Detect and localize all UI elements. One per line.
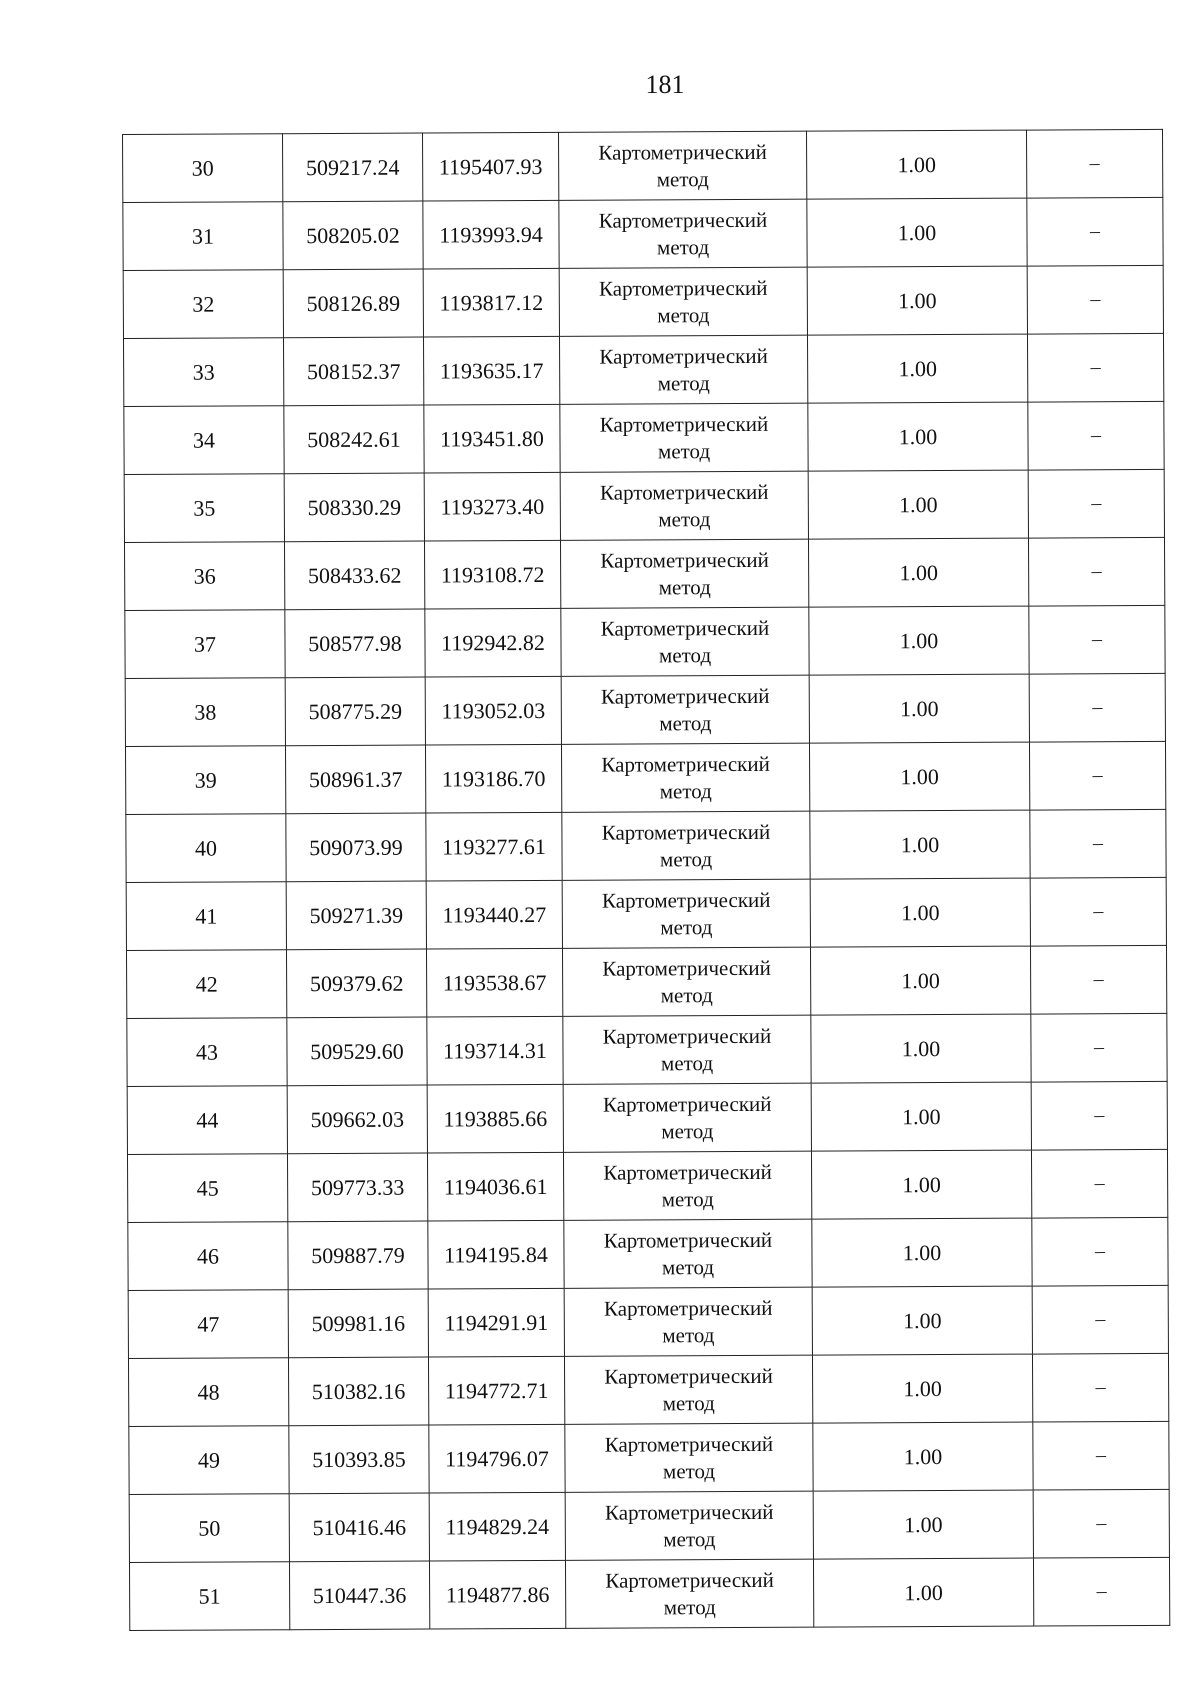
accuracy-cell: 1.00 [812,1354,1032,1423]
x-coordinate-cell: 510382.16 [288,1357,428,1426]
x-coordinate-cell: 509662.03 [287,1085,427,1154]
table-row [126,877,1166,950]
y-coordinate-cell: 1194291.91 [428,1288,564,1357]
method-cell: Картометрический метод [559,199,807,268]
note-cell: – [1027,265,1163,334]
accuracy-cell: 1.00 [806,130,1026,199]
accuracy-cell: 1.00 [807,198,1027,267]
y-coordinate-cell: 1193993.94 [423,200,559,269]
accuracy-cell: 1.00 [811,1150,1031,1219]
accuracy-cell: 1.00 [808,538,1028,607]
point-number-cell: 49 [129,1426,289,1495]
method-cell: Картометрический метод [565,1559,813,1628]
y-coordinate-cell: 1193817.12 [423,268,559,337]
note-cell: – [1033,1489,1169,1558]
accuracy-cell: 1.00 [808,470,1028,539]
x-coordinate-cell: 509981.16 [288,1289,428,1358]
y-coordinate-cell: 1193108.72 [424,540,560,609]
accuracy-cell: 1.00 [811,1014,1031,1083]
point-number-cell: 30 [123,134,283,203]
note-cell: – [1029,673,1165,742]
note-cell: – [1027,333,1163,402]
table-row [128,1217,1168,1290]
y-coordinate-cell: 1194036.61 [427,1152,563,1221]
table-row [125,673,1165,746]
table-row [129,1489,1169,1562]
accuracy-cell: 1.00 [812,1218,1032,1287]
method-cell: Картометрический метод [564,1219,812,1288]
y-coordinate-cell: 1193714.31 [427,1016,563,1085]
y-coordinate-cell: 1194772.71 [428,1356,564,1425]
method-cell: Картометрический метод [560,471,808,540]
x-coordinate-cell: 508775.29 [285,677,425,746]
note-cell: – [1031,1013,1167,1082]
note-cell: – [1031,1081,1167,1150]
coordinates-table [122,129,1170,1631]
accuracy-cell: 1.00 [811,1082,1031,1151]
table-row [125,741,1165,814]
point-number-cell: 42 [126,950,286,1019]
note-cell: – [1026,129,1162,198]
accuracy-cell: 1.00 [807,266,1027,335]
point-number-cell: 37 [125,610,285,679]
x-coordinate-cell: 509073.99 [286,813,426,882]
y-coordinate-cell: 1193538.67 [426,948,562,1017]
table-row [123,129,1163,202]
method-cell: Картометрический метод [565,1491,813,1560]
method-cell: Картометрический метод [562,811,810,880]
table-row [127,1081,1167,1154]
note-cell: – [1028,469,1164,538]
point-number-cell: 41 [126,882,286,951]
note-cell: – [1033,1421,1169,1490]
note-cell: – [1030,945,1166,1014]
y-coordinate-cell: 1193451.80 [424,404,560,473]
point-number-cell: 38 [125,678,285,747]
x-coordinate-cell: 509887.79 [288,1221,428,1290]
x-coordinate-cell: 508126.89 [283,269,423,338]
method-cell: Картометрический метод [560,539,808,608]
point-number-cell: 36 [124,542,284,611]
accuracy-cell: 1.00 [813,1490,1033,1559]
point-number-cell: 45 [127,1154,287,1223]
note-cell: – [1032,1285,1168,1354]
note-cell: – [1027,197,1163,266]
y-coordinate-cell: 1194796.07 [429,1424,565,1493]
x-coordinate-cell: 510416.46 [289,1493,429,1562]
point-number-cell: 33 [123,338,283,407]
note-cell: – [1028,401,1164,470]
y-coordinate-cell: 1194877.86 [429,1560,565,1629]
table-row [125,605,1165,678]
y-coordinate-cell: 1193052.03 [425,676,561,745]
y-coordinate-cell: 1192942.82 [425,608,561,677]
table-row [123,265,1163,338]
x-coordinate-cell: 509773.33 [287,1153,427,1222]
y-coordinate-cell: 1193635.17 [423,336,559,405]
accuracy-cell: 1.00 [810,810,1030,879]
method-cell: Картометрический метод [561,675,809,744]
accuracy-cell: 1.00 [808,402,1028,471]
accuracy-cell: 1.00 [809,674,1029,743]
point-number-cell: 46 [128,1222,288,1291]
y-coordinate-cell: 1193885.66 [427,1084,563,1153]
accuracy-cell: 1.00 [810,946,1030,1015]
table-row [129,1421,1169,1494]
table-row [127,1149,1167,1222]
point-number-cell: 39 [125,746,285,815]
table-row [123,333,1163,406]
method-cell: Картометрический метод [560,403,808,472]
method-cell: Картометрический метод [564,1287,812,1356]
note-cell: – [1029,741,1165,810]
x-coordinate-cell: 510393.85 [289,1425,429,1494]
note-cell: – [1033,1557,1169,1626]
table-row [129,1557,1169,1630]
table-row [124,469,1164,542]
method-cell: Картометрический метод [559,335,807,404]
y-coordinate-cell: 1195407.93 [422,132,558,201]
method-cell: Картометрический метод [565,1423,813,1492]
table-row [128,1353,1168,1426]
x-coordinate-cell: 508205.02 [283,201,423,270]
accuracy-cell: 1.00 [807,334,1027,403]
point-number-cell: 31 [123,202,283,271]
accuracy-cell: 1.00 [813,1422,1033,1491]
point-number-cell: 44 [127,1086,287,1155]
point-number-cell: 43 [127,1018,287,1087]
table-row [127,1013,1167,1086]
table-row [128,1285,1168,1358]
x-coordinate-cell: 510447.36 [289,1561,429,1630]
note-cell: – [1030,877,1166,946]
x-coordinate-cell: 508577.98 [285,609,425,678]
x-coordinate-cell: 508242.61 [284,405,424,474]
coordinates-table-wrapper [122,129,1169,1631]
table-row [123,197,1163,270]
method-cell: Картометрический метод [562,947,810,1016]
y-coordinate-cell: 1194195.84 [428,1220,564,1289]
x-coordinate-cell: 509379.62 [286,949,426,1018]
method-cell: Картометрический метод [559,267,807,336]
note-cell: – [1031,1149,1167,1218]
method-cell: Картометрический метод [558,131,806,200]
y-coordinate-cell: 1193273.40 [424,472,560,541]
method-cell: Картометрический метод [561,743,809,812]
point-number-cell: 40 [126,814,286,883]
point-number-cell: 34 [124,406,284,475]
y-coordinate-cell: 1193440.27 [426,880,562,949]
table-row [124,537,1164,610]
point-number-cell: 35 [124,474,284,543]
y-coordinate-cell: 1194829.24 [429,1492,565,1561]
note-cell: – [1032,1217,1168,1286]
x-coordinate-cell: 508961.37 [285,745,425,814]
note-cell: – [1029,605,1165,674]
point-number-cell: 48 [128,1358,288,1427]
point-number-cell: 51 [129,1562,289,1631]
note-cell: – [1030,809,1166,878]
point-number-cell: 32 [123,270,283,339]
y-coordinate-cell: 1193277.61 [426,812,562,881]
x-coordinate-cell: 509529.60 [287,1017,427,1086]
table-row [126,945,1166,1018]
accuracy-cell: 1.00 [813,1558,1033,1627]
x-coordinate-cell: 509271.39 [286,881,426,950]
x-coordinate-cell: 508330.29 [284,473,424,542]
accuracy-cell: 1.00 [809,742,1029,811]
page-number: 181 [645,70,685,99]
y-coordinate-cell: 1193186.70 [425,744,561,813]
method-cell: Картометрический метод [563,1015,811,1084]
method-cell: Картометрический метод [561,607,809,676]
x-coordinate-cell: 508433.62 [284,541,424,610]
x-coordinate-cell: 509217.24 [283,133,423,202]
table-body [123,129,1170,1630]
note-cell: – [1032,1353,1168,1422]
note-cell: – [1028,537,1164,606]
table-row [124,401,1164,474]
accuracy-cell: 1.00 [809,606,1029,675]
point-number-cell: 47 [128,1290,288,1359]
method-cell: Картометрический метод [563,1083,811,1152]
method-cell: Картометрический метод [562,879,810,948]
x-coordinate-cell: 508152.37 [283,337,423,406]
point-number-cell: 50 [129,1494,289,1563]
method-cell: Картометрический метод [563,1151,811,1220]
accuracy-cell: 1.00 [812,1286,1032,1355]
table-row [126,809,1166,882]
accuracy-cell: 1.00 [810,878,1030,947]
method-cell: Картометрический метод [564,1355,812,1424]
